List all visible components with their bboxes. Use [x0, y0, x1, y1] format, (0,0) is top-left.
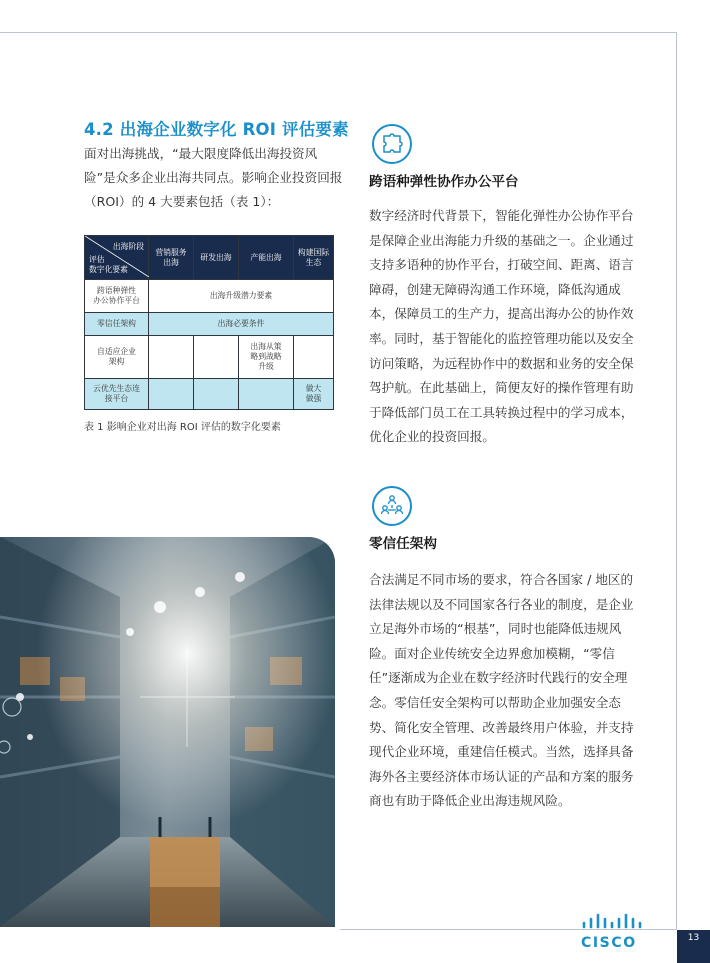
- section-title: 4.2 出海企业数字化 ROI 评估要素: [84, 120, 349, 139]
- table-row: [85, 280, 334, 313]
- empty-cell: [149, 336, 194, 379]
- empty-cell: [194, 336, 239, 379]
- zero-trust-paragraph: 合法满足不同市场的要求，符合各国家 / 地区的法律法规以及不同国家各行各业的制度，是企业立足海外市场的“根基”，同时也能降低违规风险。面对企业传统安全边界愈加模糊，“零信任”逐渐成为企业在数字经济时代践行的安全理念。零信任安全架构可以帮助企业加强安全态势、简化安全管理、改善最终用户体验，并支持现代企业环境，重建信任模式。当然，选择具备海外各主要经济体市场认证的产品和方案的服务商也有助于降低企业出海违规风险。: [369, 572, 634, 809]
- stage-header-ecosystem: 构建国际 生态: [294, 236, 334, 280]
- frame-right-line: [676, 32, 677, 930]
- stage-header-rd: 研发出海: [194, 236, 239, 280]
- cisco-logo: [581, 913, 643, 951]
- stage-header-marketing: 营销服务 出海: [149, 236, 194, 280]
- puzzle-icon-svg: [380, 132, 404, 156]
- table-caption: 表 1 影响企业对出海 ROI 评估的数字化要素: [84, 422, 281, 433]
- row-cell-grow-strong: 做大 做强: [294, 379, 334, 410]
- warehouse-photo: [0, 537, 335, 927]
- puzzle-icon: [372, 124, 412, 164]
- stage-header-production: 产能出海: [239, 236, 294, 280]
- cisco-bars: [581, 913, 643, 929]
- table-row: [85, 313, 334, 336]
- empty-cell: [239, 379, 294, 410]
- people-network-icon: [372, 486, 412, 526]
- empty-cell: [149, 379, 194, 410]
- warehouse-illustration: [0, 537, 335, 927]
- row-span-cell: 出海必要条件: [149, 313, 334, 336]
- cisco-wordmark: CISCO: [581, 935, 637, 951]
- row-cell-strategy-upgrade: 出海从策 略到战略 升级: [239, 336, 294, 379]
- platform-paragraph: 数字经济时代背景下，智能化弹性办公协作平台是保障企业出海能力升级的基础之一。企业通过支持多语种的协作平台，打破空间、距离、语言障碍，创建无障碍沟通工作环境，降低沟通成本，保障员工的生产力，提高出海办公的协作效率。同时，基于智能化的监控管理功能以及安全访问策略，为远程协作中的数据和业务的安全保驾护航。在此基础上，简便友好的操作管理有助于降低部门员工在工具转换过程中的学习成本，优化企业的投资回报。: [369, 208, 634, 445]
- table-row: [85, 336, 334, 379]
- corner-bottom-label-line-1: 评估: [89, 255, 105, 264]
- row-label-zero-trust: 零信任架构: [85, 313, 149, 336]
- corner-bottom-label-line-2: 数字化要素: [89, 265, 128, 274]
- row-label-adaptive-arch: 自适应企业 架构: [85, 336, 149, 379]
- people-network-icon-svg: [379, 493, 405, 519]
- table-row: [85, 379, 334, 410]
- zero-trust-heading: 零信任架构: [369, 536, 437, 552]
- platform-heading: 跨语种弹性协作办公平台: [369, 174, 519, 190]
- row-span-cell: 出海升级潜力要素: [149, 280, 334, 313]
- corner-top-label: 出海阶段: [112, 242, 144, 251]
- row-label-cloud-platform: 云优先生态连 接平台: [85, 379, 149, 410]
- frame-top-line: [0, 32, 677, 33]
- intro-paragraph: 面对出海挑战，“最大限度降低出海投资风险”是众多企业出海共同点。影响企业投资回报（ROI）的 4 大要素包括（表 1）：: [84, 146, 343, 209]
- page-number: 13: [677, 930, 710, 963]
- row-label-collab-platform: 跨语种弹性 办公协作平台: [85, 280, 149, 313]
- empty-cell: [294, 336, 334, 379]
- roi-factors-table: [84, 235, 334, 410]
- corner-bottom-label: [89, 255, 128, 275]
- table-corner-cell: [85, 236, 149, 280]
- empty-cell: [194, 379, 239, 410]
- table-header-row: [85, 236, 334, 280]
